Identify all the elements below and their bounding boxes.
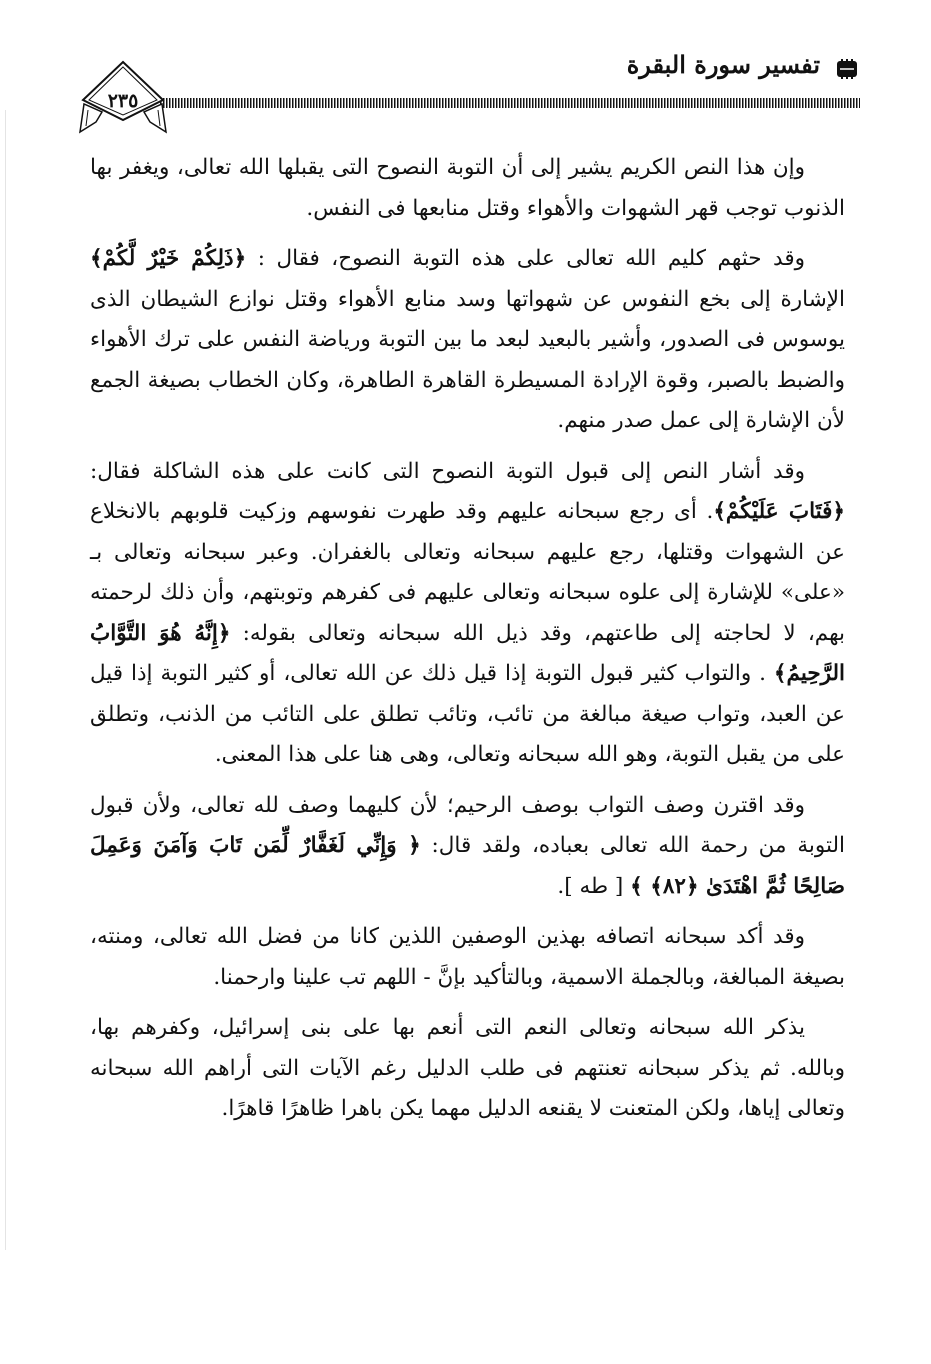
ornament-bullet-icon [834, 58, 860, 80]
quran-quote: ﴿إِنَّهُ هُوَ التَّوَّابُ الرَّحِيمُ﴾ [90, 620, 845, 686]
paragraph-2 [90, 239, 845, 442]
header-rule [160, 98, 860, 108]
page-number: ٢٣٥ [107, 90, 139, 112]
paragraph-text: يذكر الله سبحانه وتعالى النعم التى أنعم بها على بنى إسرائيل، وكفرهم بها، وبالله. ثم يذكر سبحانه تعنتهم فى طلب الدليل رغم الآيات التى أراهم الله سبحانه وتعالى إياها، ولكن المتعنت لا يقنعه الدليل مهما يكن باهرا ظاهرًا قاهرًا. [90, 1015, 845, 1121]
paragraph-text: الإشارة إلى بخع النفوس عن شهواتها وسد منابع الأهواء وقتل نوازع الشيطان الذى يوسوس فى الصدور، وأشير بالبعيد لبعد ما بين التوبة ورياضة النفس على ترك الأهواء والضبط بالصبر، وقوة الإرادة المسيطرة القاهرة الطاهرة، وكان الخطاب بصيغة الجمع لأن الإشارة إلى عمل صدر منهم. [90, 286, 845, 433]
quran-quote: ﴿ذَلِكُمْ خَيْرٌ لَّكُمْ﴾ [90, 246, 247, 271]
paragraph-text: وقد اقترن وصف التواب بوصف الرحيم؛ لأن كليهما وصف لله تعالى، ولأن قبول التوبة من رحمة الله تعالى بعباده، ولقد قال: [90, 792, 845, 858]
quran-quote: ﴿فَتَابَ عَلَيْكُمْ﴾ [713, 499, 845, 524]
paragraph-text: وإن هذا النص الكريم يشير إلى أن التوبة النصوح التى يقبلها الله تعالى، ويغفر بها الذنوب توجب قهر الشهوات والأهواء وقتل منابعها فى النفس. [90, 155, 845, 221]
paragraph-text: وقد أشار النص إلى قبول التوبة النصوح التى كانت على هذه الشاكلة فقال: [90, 458, 805, 484]
paragraph-4 [90, 786, 845, 908]
paragraph-3 [90, 452, 845, 776]
paragraph-text: . أى رجع سبحانه عليهم وقد طهرت نفوسهم وزكيت قلوبهم بالانخلاع عن الشهوات وقتلها، رجع عليهم سبحانه وتعالى بالغفران. وعبر سبحانه وتعالى بـ «على» للإشارة إلى علوه سبحانه وتعالى عليهم فى كفرهم وتوبتهم، وأن ذلك لرحمته بهم، لا لحاجته إلى طاعتهم، وقد ذيل الله سبحانه وتعالى بقوله: [90, 499, 845, 646]
scan-edge-line [5, 110, 6, 1250]
paragraph-text: وقد أكد سبحانه اتصافه بهذين الوصفين اللذين كانا من فضل الله تعالى، ومنته، بصيغة المبالغة، وبالجملة الاسمية، وبالتأكيد بإنَّ - اللهم تب علينا وارحمنا. [90, 924, 845, 990]
surah-reference: [ طه ]. [557, 873, 631, 899]
page-header [60, 40, 860, 150]
paragraph-text: . والتواب كثير قبول التوبة إذا قيل ذلك عن الله تعالى، أو كثير التوبة إذا قيل عن العبد، وتواب صيغة مبالغة من تائب، وتائب تطلق على التائب من الذنب، وتطلق على من يقبل التوبة، وهو الله سبحانه وتعالى، وهى هنا على هذا المعنى. [90, 661, 845, 767]
paragraph-5 [90, 917, 845, 998]
paragraph-6 [90, 1008, 845, 1130]
quran-quote: ﴿ وَإِنِّي لَغَفَّارٌ لِّمَن تَابَ وَآمَنَ وَعَمِلَ صَالِحًا ثُمَّ اهْتَدَىٰ ﴿٨٢﴾ ﴾ [90, 833, 845, 899]
book-title: تفسير سورة البقرة [626, 50, 820, 79]
paragraph-text: وقد حثهم كليم الله تعالى على هذه التوبة النصوح، فقال : [246, 246, 805, 271]
paragraph-1 [90, 148, 845, 229]
page-body [90, 148, 845, 1140]
